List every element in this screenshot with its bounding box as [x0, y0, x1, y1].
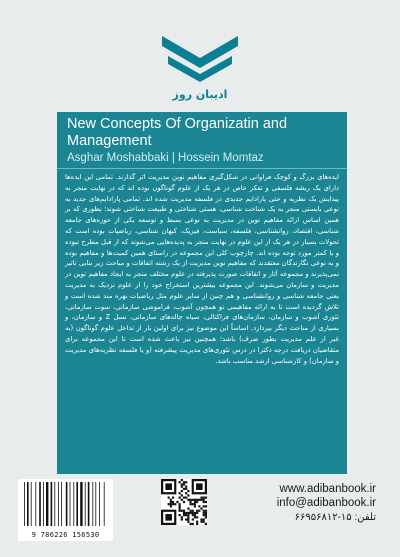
book-description: ایده‌های بزرگ و کوچک فراوانی در شکل‌گیری مفاهیم نوین مدیریت اثر گذارند. تمامی این ایده‌ها دارای یک ریشه فلسفی و تفکر خاص در هر یک از علوم گوناگون بوده اند که در نهایت منجر به پیدایش یک نظریه و حتی پارادایم جدیدی در فلسفه مدیریت شده اند. تمامی پارادایم‌های جدید به نوعی بایستی منجر به یک شناخت شناسی، هستی شناختی و طبیعت شناختی شوند؛ بطوری که بر همین اساس ارائه مفاهیم نوین در مدیریت به نوعی بسط و توسعه یکی از حوزه‌های جامعه شناسی، اقتصاد، روانشناسی، فلسفه، سیاست، فیزیک، کیهان شناسی، ریاضیات بوده است که تحولات بسیار در هر یک از این علوم در نهایت منجر به پدیده‌هایی می‌شوند که از قبل مطرح نبوده و یا کمتر مورد توجه بوده اند. چارچوب کلی این مجموعه در راستای همین کمیت‌ها و مفاهیم بوده و به نوعی نگارندگان معتقدند که مفاهیم نوین مدیریت از یک رشته اتفاقات و مباحث زیر بنایی تاثیر نمی‌پذیرند و مجموعه آثار و اتفاقات صورت پذیرفته در علوم مختلف منجر به ایجاد مفاهیم نوین در مدیریت و سازمان می‌شوند. این مجموعه بیشترین استخراج خود را از علوم نزدیک به مدیریت یعنی جامعه شناسی و روانشناسی و هم چنین از سایر علوم مثل ریاضیات بهره مند شده است و تلاش گردیده است تا به ارائه مفاهیمی نو همچون آشوب، فراموشی سازمانی، سوت سازمانی، تئوری آشوب و سازمان، سازمان‌های فراکتالی، سیاه چاله‌های سازمانی، نسل Z و سازمان، و بسیاری از مباحث دیگر بپردازد. اساساً این موضوع نیز برای اولین بار از تداخل علوم گوناگون (به غیر از علم مدیریت بطور صرف) باشد؛ همچنین نیز باعث شده است تا این مجموعه برای متقاضیان دریافت درجه دکترا در درس تئوری‌های مدیریت پیشرفته (و یا فلسفه نظریه‌های مدیریت و سازمان) و کارشناسی ارشد مناسب باشد.	[65, 173, 339, 365]
phone-number: تلفن: ۱۵-۶۶۹۵۶۸۱۲	[294, 512, 376, 523]
isbn-barcode	[18, 479, 113, 541]
email-link[interactable]: info@adibanbook.ir	[276, 497, 376, 509]
book-title: New Concepts Of Organizatin and Management	[67, 116, 288, 149]
chevron-logo-icon	[158, 32, 242, 86]
publisher-name: ادیبان روز	[172, 88, 228, 101]
divider	[57, 168, 347, 169]
description-panel	[57, 112, 347, 474]
contact-info	[277, 482, 376, 526]
barcode-icon	[21, 482, 110, 528]
isbn-number: 9 786226 156530	[31, 531, 100, 539]
publisher-logo	[0, 0, 400, 110]
qr-code-icon	[161, 479, 207, 525]
book-authors: Asghar Moshabbaki | Hossein Momtaz	[67, 152, 264, 164]
website-link[interactable]: www.adibanbook.ir	[279, 483, 376, 495]
